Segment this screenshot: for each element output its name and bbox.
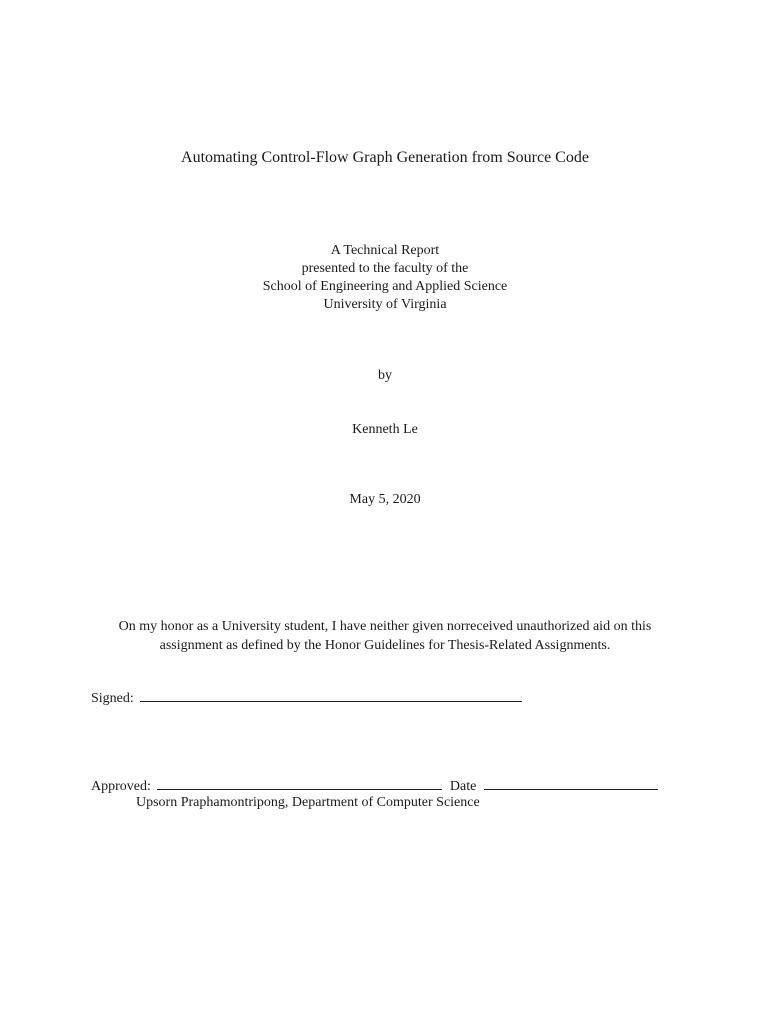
report-line-2: presented to the faculty of the bbox=[301, 261, 469, 276]
by-label: by bbox=[378, 368, 392, 383]
approved-label: Approved: bbox=[91, 779, 151, 794]
signed-label: Signed: bbox=[91, 691, 134, 706]
honor-pledge-line-2: assignment as defined by the Honor Guidelines for Thesis-Related Assignments. bbox=[159, 638, 611, 653]
report-date: May 5, 2020 bbox=[349, 492, 421, 507]
report-line-3: School of Engineering and Applied Science bbox=[262, 279, 508, 294]
approval-signature-line[interactable] bbox=[157, 777, 442, 790]
report-line-1: A Technical Report bbox=[330, 243, 440, 258]
approval-date-line[interactable] bbox=[484, 777, 658, 790]
author-name: Kenneth Le bbox=[352, 422, 418, 437]
approved-row bbox=[91, 777, 658, 795]
report-line-4: University of Virginia bbox=[323, 297, 447, 312]
approver-name: Upsorn Praphamontripong, Department of Computer Science bbox=[136, 795, 480, 810]
honor-pledge-line-1: On my honor as a University student, I have neither given norreceived unauthorized aid on this bbox=[118, 619, 652, 634]
date-label: Date bbox=[449, 779, 477, 794]
signed-row bbox=[91, 689, 522, 707]
document-title: Automating Control-Flow Graph Generation from Source Code bbox=[181, 149, 589, 166]
signature-line[interactable] bbox=[140, 689, 522, 702]
